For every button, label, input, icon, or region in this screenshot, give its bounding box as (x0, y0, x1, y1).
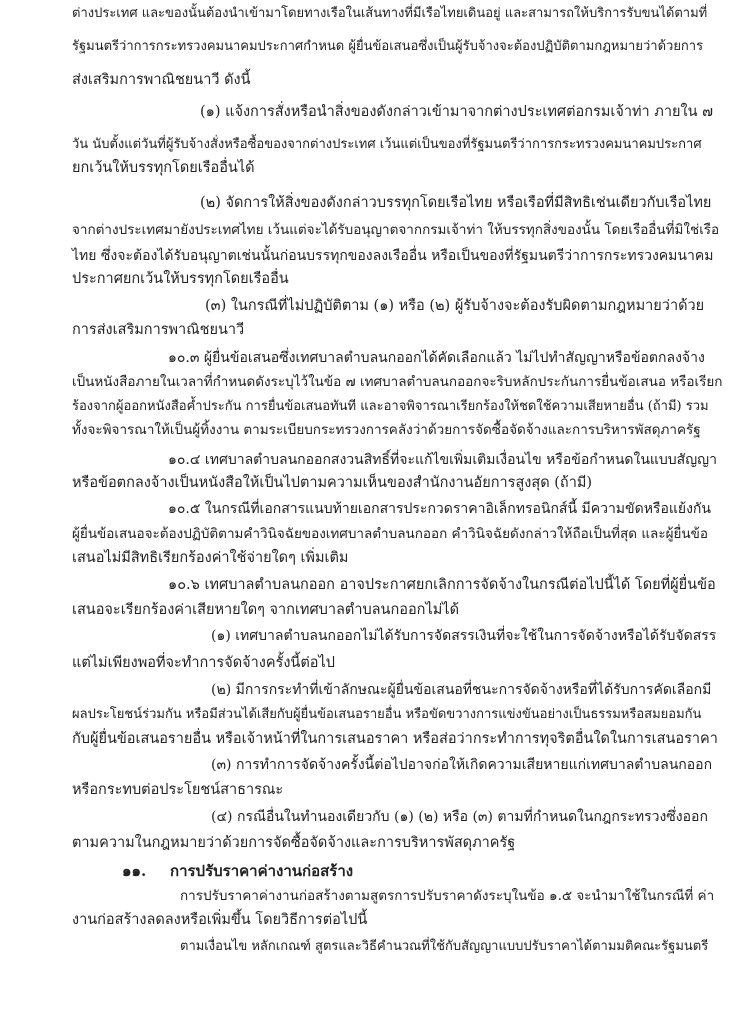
paragraph-line: งานก่อสร้างลดลงหรือเพิ่มขึ้น โดยวิธีการต่อไปนี้ (72, 912, 368, 928)
paragraph-line: (๔) กรณีอื่นในทำนองเดียวกับ (๑) (๒) หรือ (๓) ตามที่กำหนดในกฎกระทรวงซึ่งออก (211, 809, 708, 825)
paragraph-line: เป็นหนังสือภายในเวลาที่กำหนดดังระบุไว้ในข้อ ๗ เทศบาลตำบลนกออกจะริบหลักประกันการยื่นข้อเสนอ หรือเรียก (72, 374, 723, 390)
paragraph-line: ตามความในกฎหมายว่าด้วยการจัดซื้อจัดจ้างและการบริหารพัสดุภาครัฐ (72, 835, 516, 851)
paragraph-line: (๑) เทศบาลตำบลนกออกไม่ได้รับการจัดสรรเงินที่จะใช้ในการจัดจ้างหรือได้รับจัดสรร (211, 628, 717, 644)
paragraph-line: ๑๐.๔ เทศบาลตำบลนกออกสงวนสิทธิ์ที่จะแก้ไขเพิ่มเติมเงื่อนไข หรือข้อกำหนดในแบบสัญญา (168, 452, 717, 468)
paragraph-line: จากต่างประเทศมายังประเทศไทย เว้นแต่จะได้รับอนุญาตจากกรมเจ้าท่า ให้บรรทุกสิ่งของนั้น โดยเรืออื่นที่มิใช่เรือ (72, 222, 720, 238)
paragraph-line: เสนอจะเรียกร้องค่าเสียหายใดๆ จากเทศบาลตำบลนกออกไม่ได้ (72, 602, 460, 618)
paragraph-line: การปรับราคาค่างานก่อสร้างตามสูตรการปรับราคาดังระบุในข้อ ๑.๕ จะนำมาใช้ในกรณีที่ ค่า (180, 888, 715, 904)
paragraph-line: ๑๐.๖ เทศบาลตำบลนกออก อาจประกาศยกเลิกการจัดจ้างในกรณีต่อไปนี้ได้ โดยที่ผู้ยื่นข้อ (168, 577, 716, 593)
paragraph-line: ไทย ซึ่งจะต้องได้รับอนุญาตเช่นนั้นก่อนบรรทุกของลงเรืออื่น หรือเป็นของที่รัฐมนตรีว่าการกระทรวงคมนาคม (72, 248, 714, 264)
paragraph-line: (๒) จัดการให้สิ่งของดังกล่าวบรรทุกโดยเรือไทย หรือเรือที่มีสิทธิเช่นเดียวกับเรือไทย (200, 195, 712, 211)
paragraph-line: ๑๐.๓ ผู้ยื่นข้อเสนอซึ่งเทศบาลตำบลนกออกได้คัดเลือกแล้ว ไม่ไปทำสัญญาหรือข้อตกลงจ้าง (168, 350, 705, 366)
paragraph-line: ตามเงื่อนไข หลักเกณฑ์ สูตรและวิธีคำนวณที่ใช้กับสัญญาแบบปรับราคาได้ตามมติคณะรัฐมนตรี (180, 939, 709, 954)
section-11-title: การปรับราคาค่างานก่อสร้าง (170, 862, 354, 880)
paragraph-line: ทั้งจะพิจารณาให้เป็นผู้ทิ้งงาน ตามระเบียบกระทรวงการคลังว่าด้วยการจัดซื้อจัดจ้างและการบริหารพัสดุภาครัฐ (72, 422, 701, 438)
paragraph-line: หรือข้อตกลงจ้างเป็นหนังสือให้เป็นไปตามความเห็นของสำนักงานอัยการสูงสุด (ถ้ามี) (72, 475, 593, 491)
paragraph-line: วัน นับตั้งแต่วันที่ผู้รับจ้างสั่งหรือซื้อของจากต่างประเทศ เว้นแต่เป็นของที่รัฐมนตรีว่าการกระทรวงคมนาคมประกาศ (72, 137, 702, 152)
section-11-number: ๑๑. (122, 862, 147, 880)
paragraph-line: (๒) มีการกระทำที่เข้าลักษณะผู้ยื่นข้อเสนอที่ชนะการจัดจ้างหรือที่ได้รับการคัดเลือกมี (211, 682, 712, 698)
paragraph-line: ๑๐.๕ ในกรณีที่เอกสารแนบท้ายเอกสารประกวดราคาอิเล็กทรอนิกส์นี้ มีความขัดหรือแย้งกัน (168, 501, 711, 517)
paragraph-line: หรือกระทบต่อประโยชน์สาธารณะ (72, 782, 284, 798)
paragraph-line: เสนอไม่มีสิทธิเรียกร้องค่าใช้จ่ายใดๆ เพิ่มเติม (72, 550, 349, 566)
paragraph-line: กับผู้ยื่นข้อเสนอรายอื่น หรือเจ้าหน้าที่ในการเสนอราคา หรือส่อว่ากระทำการทุจริตอื่นใดในการเสนอราคา (72, 731, 718, 747)
paragraph-line: ต่างประเทศ และของนั้นต้องนำเข้ามาโดยทางเรือในเส้นทางที่มีเรือไทยเดินอยู่ และสามารถให้บริการรับขนได้ตามที่ (72, 6, 708, 21)
paragraph-line: ส่งเสริมการพาณิชยนาวี ดังนี้ (72, 72, 251, 88)
paragraph-line: ยกเว้นให้บรรทุกโดยเรืออื่นได้ (72, 160, 255, 176)
paragraph-line: (๓) ในกรณีที่ไม่ปฏิบัติตาม (๑) หรือ (๒) ผู้รับจ้างจะต้องรับผิดตามกฎหมายว่าด้วย (205, 298, 705, 314)
paragraph-line: การส่งเสริมการพาณิชยนาวี (72, 322, 245, 338)
paragraph-line: (๑) แจ้งการสั่งหรือนำสิ่งของดังกล่าวเข้ามาจากต่างประเทศต่อกรมเจ้าท่า ภายใน ๗ (200, 104, 713, 120)
paragraph-line: ผู้ยื่นข้อเสนอจะต้องปฏิบัติตามคำวินิจฉัยของเทศบาลตำบลนกออก คำวินิจฉัยดังกล่าวให้ถือเป็นที่สุด และผู้ยื่นข้อ (72, 526, 708, 542)
section-11-heading (122, 862, 353, 880)
paragraph-line: ประกาศยกเว้นให้บรรทุกโดยเรืออื่น (72, 271, 289, 287)
paragraph-line: แต่ไม่เพียงพอที่จะทำการจัดจ้างครั้งนี้ต่อไป (72, 655, 335, 671)
paragraph-line: รัฐมนตรีว่าการกระทรวงคมนาคมประกาศกำหนด ผู้ยื่นข้อเสนอซึ่งเป็นผู้รับจ้างจะต้องปฏิบัติตามกฎหมายว่าด้วยการ (72, 39, 704, 54)
paragraph-line: ร้องจากผู้ออกหนังสือค้ำประกัน การยื่นข้อเสนอทันที และอาจพิจารณาเรียกร้องให้ชดใช้ความเสียหายอื่น (ถ้ามี) รวม (72, 399, 709, 414)
paragraph-line: (๓) การทำการจัดจ้างครั้งนี้ต่อไปอาจก่อให้เกิดความเสียหายแก่เทศบาลตำบลนกออก (211, 757, 713, 773)
paragraph-line: ผลประโยชน์ร่วมกัน หรือมีส่วนได้เสียกับผู้ยื่นข้อเสนอรายอื่น หรือขัดขวางการแข่งขันอย่างเป็นธรรมหรือสมยอมกัน (72, 707, 702, 722)
